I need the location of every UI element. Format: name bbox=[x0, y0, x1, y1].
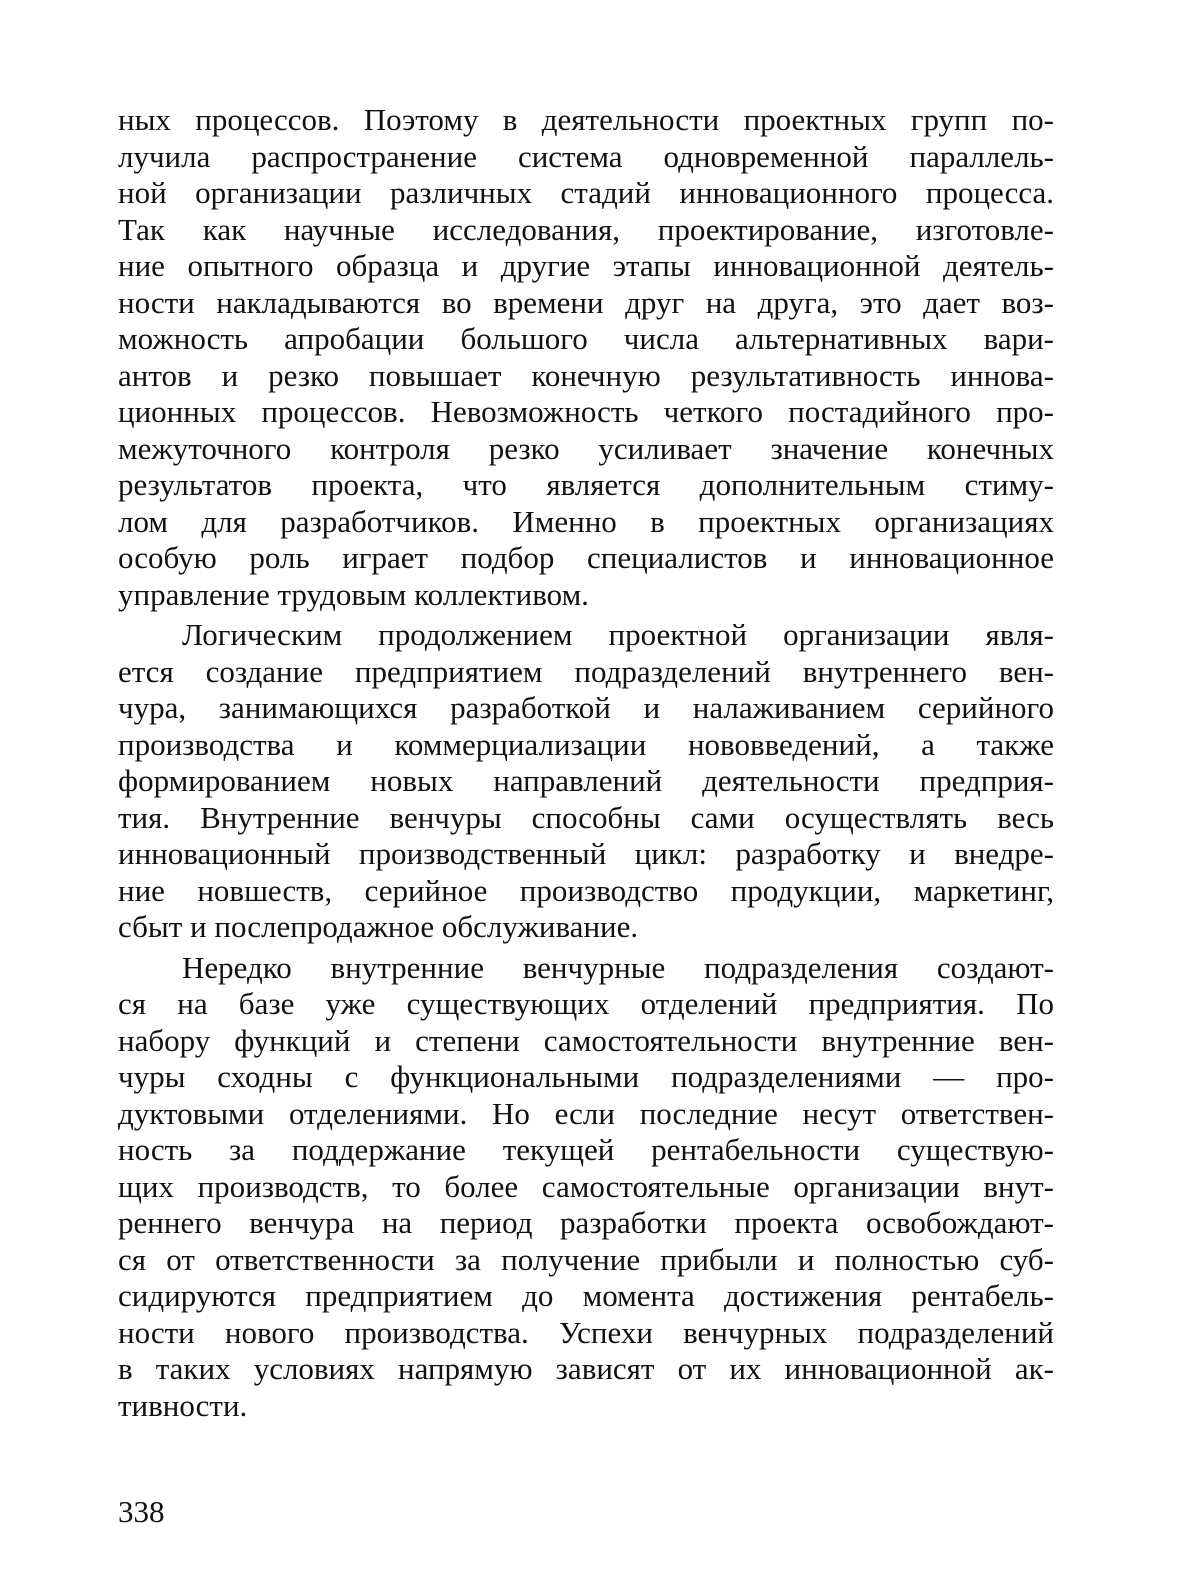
text-line: ности накладываются во времени друг на друга, это дает воз- bbox=[118, 284, 1054, 320]
text-line: набору функций и степени самостоятельности внутренние вен- bbox=[118, 1022, 1054, 1058]
text-line: сидируются предприятием до момента достижения рентабель- bbox=[118, 1278, 1054, 1313]
text-line: ной организации различных стадий инновационного процесса. bbox=[118, 175, 1054, 210]
text-line: чура, занимающихся разработкой и налаживанием серийного bbox=[118, 690, 1054, 725]
text-line: результатов проекта, что является дополнительным стиму- bbox=[118, 467, 1054, 502]
text-line: реннего венчура на период разработки проекта освобождают- bbox=[118, 1205, 1054, 1240]
text-line: лом для разработчиков. Именно в проектных организациях bbox=[118, 503, 1054, 539]
text-line: чуры сходны с функциональными подразделениями — про- bbox=[118, 1059, 1054, 1094]
text-line: управление трудовым коллективом. bbox=[118, 576, 589, 612]
paragraph-1 bbox=[118, 102, 1054, 613]
text-line: формированием новых направлений деятельности предприя- bbox=[118, 763, 1054, 798]
text-line: ных процессов. Поэтому в деятельности проектных групп по- bbox=[118, 102, 1054, 137]
body-text bbox=[118, 102, 1054, 1424]
text-line: антов и резко повышает конечную результативность иннова- bbox=[118, 357, 1054, 393]
text-line: ется создание предприятием подразделений внутреннего вен- bbox=[118, 653, 1054, 689]
text-line: ся на базе уже существующих отделений предприятия. По bbox=[118, 986, 1054, 1021]
text-line: инновационный производственный цикл: разработку и внедре- bbox=[118, 836, 1054, 871]
text-line: щих производств, то более самостоятельные организации внут- bbox=[118, 1168, 1054, 1204]
page-number: 338 bbox=[118, 1494, 165, 1529]
text-line: межуточного контроля резко усиливает значение конечных bbox=[118, 430, 1054, 466]
text-line: ности нового производства. Успехи венчурных подразделений bbox=[118, 1314, 1054, 1350]
text-line: дуктовыми отделениями. Но если последние несут ответствен- bbox=[118, 1095, 1054, 1131]
text-line: ность за поддержание текущей рентабельности существую- bbox=[118, 1132, 1054, 1167]
text-line: ние новшеств, серийное производство продукции, маркетинг, bbox=[118, 872, 1054, 908]
text-line: Нередко внутренние венчурные подразделения создают- bbox=[182, 949, 1054, 985]
text-line: сбыт и послепродажное обслуживание. bbox=[118, 909, 639, 944]
text-line: в таких условиях напрямую зависят от их инновационной ак- bbox=[118, 1351, 1054, 1386]
text-line: можность апробации большого числа альтернативных вари- bbox=[118, 321, 1054, 356]
text-line: тивности. bbox=[118, 1387, 248, 1423]
text-line: ционных процессов. Невозможность четкого постадийного про- bbox=[118, 394, 1054, 429]
text-line: ся от ответственности за получение прибыли и полностью суб- bbox=[118, 1241, 1054, 1277]
text-line: Так как научные исследования, проектирование, изготовле- bbox=[118, 211, 1054, 247]
paragraph-2 bbox=[118, 617, 1054, 946]
text-line: лучила распространение система одновременной параллель- bbox=[118, 138, 1054, 174]
text-line: ние опытного образца и другие этапы инновационной деятель- bbox=[118, 248, 1054, 283]
text-line: Логическим продолжением проектной организации явля- bbox=[182, 617, 1054, 652]
text-line: особую роль играет подбор специалистов и инновационное bbox=[118, 540, 1054, 575]
text-line: производства и коммерциализации нововведений, а также bbox=[118, 726, 1054, 762]
paragraph-3 bbox=[118, 950, 1054, 1425]
text-line: тия. Внутренние венчуры способны сами осуществлять весь bbox=[118, 799, 1054, 835]
